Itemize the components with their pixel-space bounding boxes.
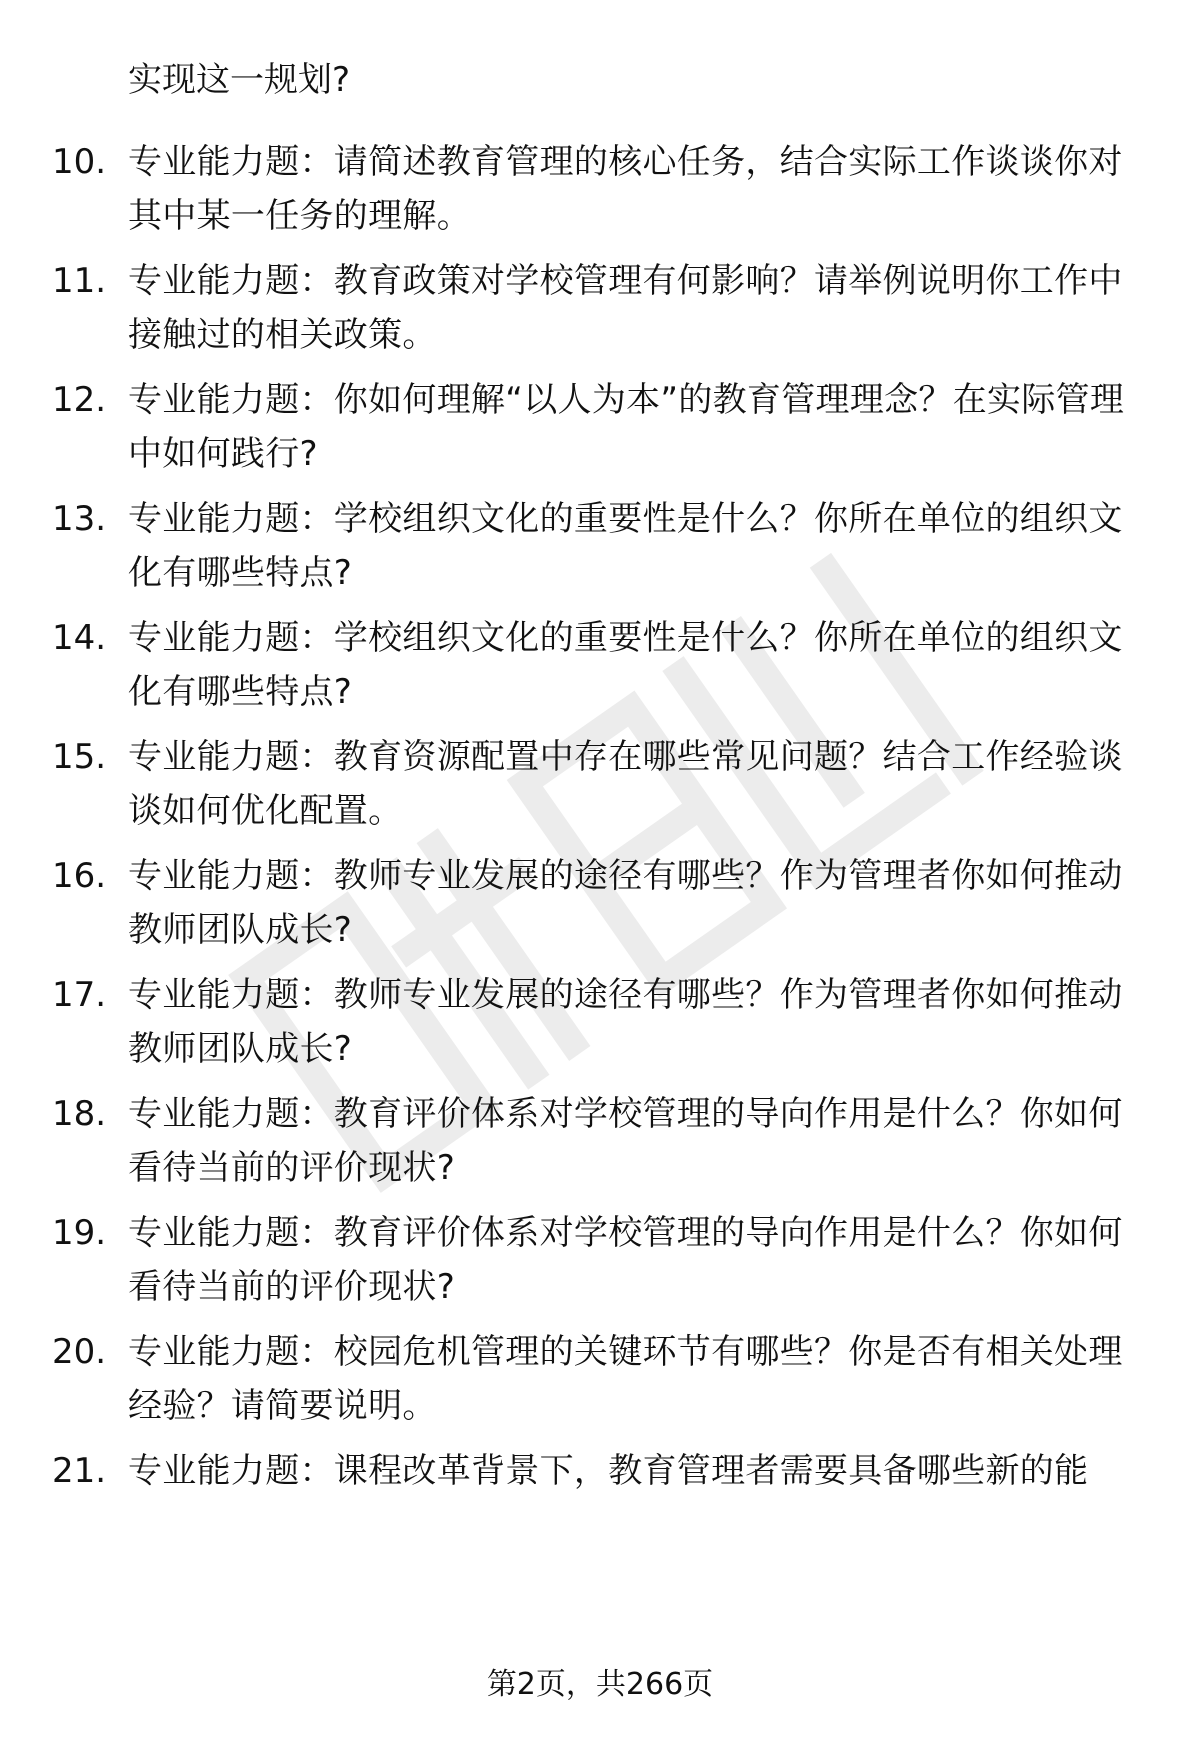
question-number: 11. <box>52 261 107 301</box>
list-item <box>0 1087 1200 1207</box>
question-number: 15. <box>52 737 107 777</box>
question-number: 16. <box>52 856 107 896</box>
list-item <box>0 1325 1200 1445</box>
list-item <box>0 849 1200 969</box>
list-item <box>0 1206 1200 1326</box>
question-number: 21. <box>52 1451 107 1491</box>
question-number: 14. <box>52 618 107 658</box>
list-item <box>0 373 1200 493</box>
page-footer: 第2页，共266页 <box>486 1667 714 1702</box>
question-number: 13. <box>52 499 107 539</box>
list-item <box>0 135 1200 255</box>
list-item <box>0 1444 1200 1504</box>
question-number: 20. <box>52 1332 107 1372</box>
list-item <box>0 611 1200 731</box>
continuation-text: 实现这一规划? <box>128 60 351 100</box>
question-text: 专业能力题：课程改革背景下，教育管理者需要具备哪些新的能 <box>128 1451 1089 1491</box>
question-number: 18. <box>52 1094 107 1134</box>
question-number: 19. <box>52 1213 107 1253</box>
question-text: 专业能力题：教育资源配置中存在哪些常见问题？结合工作经验谈谈如何优化配置。 <box>128 737 1123 831</box>
question-number: 17. <box>52 975 107 1015</box>
question-text: 专业能力题：教师专业发展的途径有哪些？作为管理者你如何推动教师团队成长? <box>128 975 1123 1069</box>
question-text: 专业能力题：校园危机管理的关键环节有哪些？你是否有相关处理经验？请简要说明。 <box>128 1332 1123 1426</box>
list-item <box>0 492 1200 612</box>
question-number: 10. <box>52 142 107 182</box>
question-number: 12. <box>52 380 107 420</box>
list-item <box>0 730 1200 850</box>
list-item <box>0 968 1200 1088</box>
question-text: 专业能力题：你如何理解“以人为本”的教育管理理念？在实际管理中如何践行? <box>128 380 1125 474</box>
question-text: 专业能力题：学校组织文化的重要性是什么？你所在单位的组织文化有哪些特点? <box>128 618 1123 712</box>
list-item <box>0 254 1200 374</box>
question-text: 专业能力题：请简述教育管理的核心任务，结合实际工作谈谈你对其中某一任务的理解。 <box>128 142 1123 236</box>
question-text: 专业能力题：教育政策对学校管理有何影响？请举例说明你工作中接触过的相关政策。 <box>128 261 1123 355</box>
question-text: 专业能力题：教育评价体系对学校管理的导向作用是什么？你如何看待当前的评价现状? <box>128 1094 1123 1188</box>
question-text: 专业能力题：学校组织文化的重要性是什么？你所在单位的组织文化有哪些特点? <box>128 499 1123 593</box>
question-text: 专业能力题：教育评价体系对学校管理的导向作用是什么？你如何看待当前的评价现状? <box>128 1213 1123 1307</box>
question-text: 专业能力题：教师专业发展的途径有哪些？作为管理者你如何推动教师团队成长? <box>128 856 1123 950</box>
